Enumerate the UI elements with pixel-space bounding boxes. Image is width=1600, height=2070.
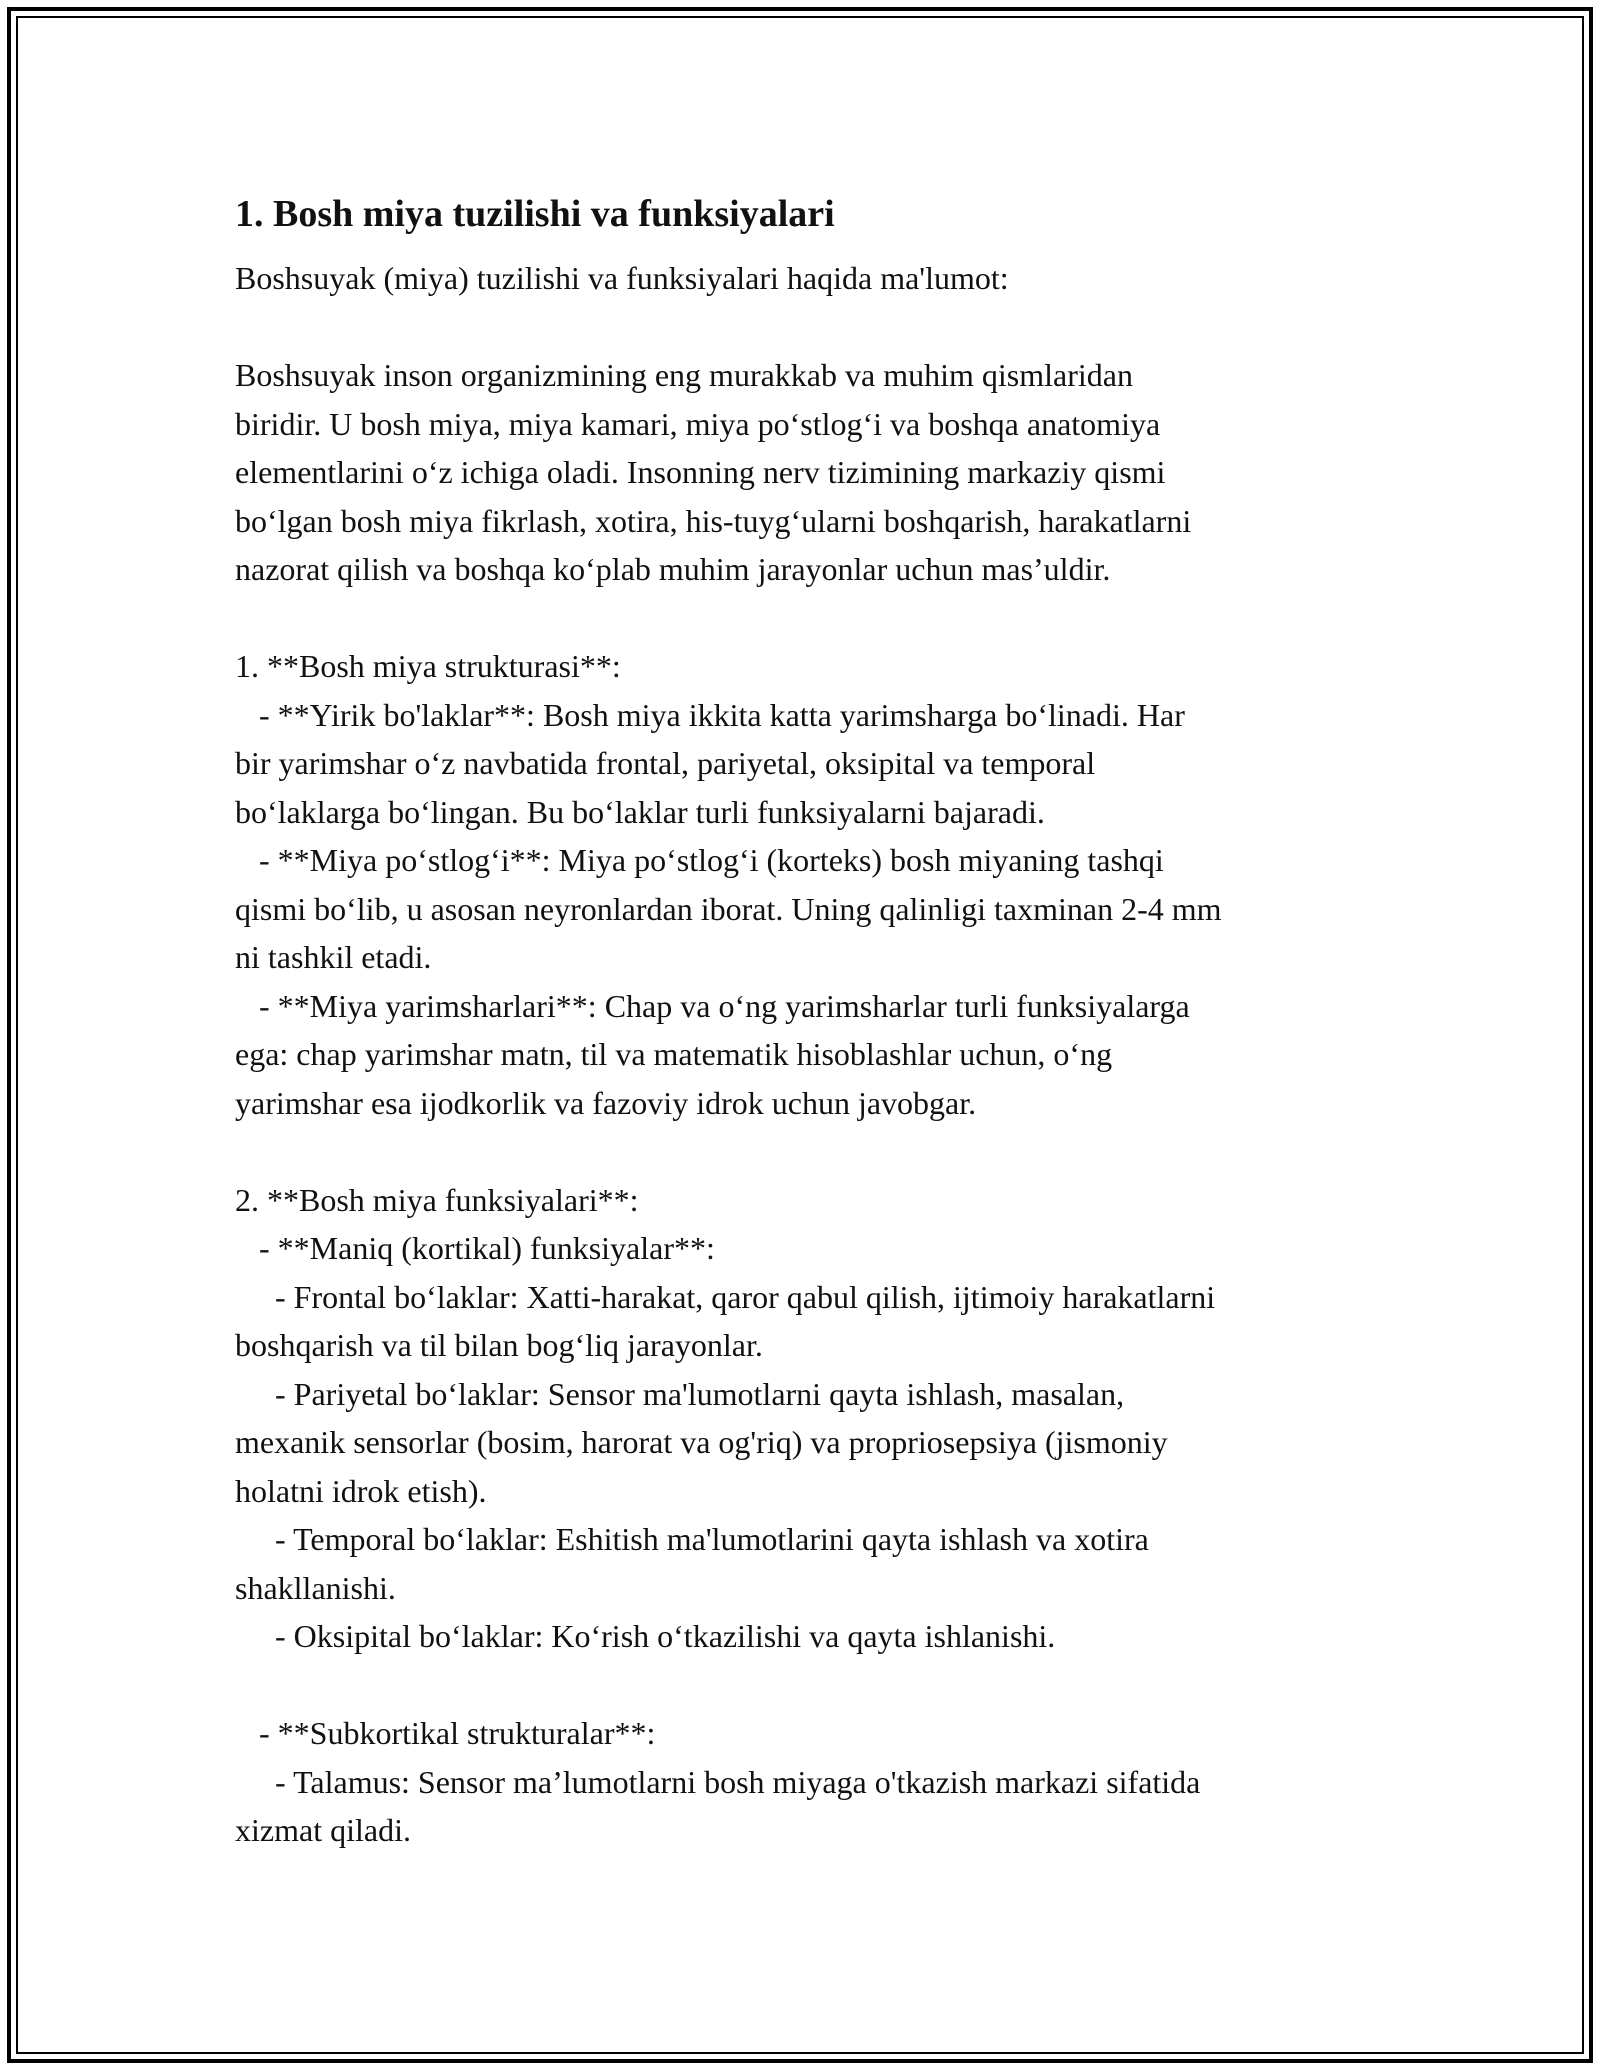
spacer bbox=[235, 1127, 1375, 1176]
spacer bbox=[235, 1661, 1375, 1710]
spacer bbox=[235, 303, 1375, 352]
section-brain-structure: 1. **Bosh miya strukturasi**: - **Yirik bo'laklar**: Bosh miya ikkita katta yarimsharga bo‘linadi. Har bir yarimshar o‘z navbatida frontal, pariyetal, oksipital va temporal bo‘laklarga bo‘lingan. Bu bo‘laklar turli funksiyalarni bajaradi. - **Miya po‘stlog‘i**: Miya po‘stlog‘i (korteks) bosh miyaning tashqi qismi bo‘lib, u asosan neyronlardan iborat. Uning qalinligi taxminan 2-4 mm ni tashkil etadi. - **Miya yarimsharlari**: Chap va o‘ng yarimsharlar turli funksiyalarga ega: chap yarimshar matn, til va matematik hisoblashlar uchun, o‘ng yarimshar esa ijodkorlik va fazoviy idrok uchun javobgar. bbox=[235, 648, 1222, 1121]
page-title: 1. Bosh miya tuzilishi va funksiyalari bbox=[235, 193, 835, 235]
section-brain-functions: 2. **Bosh miya funksiyalari**: - **Maniq (kortikal) funksiyalar**: - Frontal bo‘laklar: Xatti-harakat, qaror qabul qilish, ijtimoiy harakatlarni boshqarish va til bilan bog‘liq jarayonlar. - Pariyetal bo‘laklar: Sensor ma'lumotlarni qayta ishlash, masalan, mexanik sensorlar (bosim, harorat va og'riq) va propriosepsiya (jismoniy holatni idrok etish). - Temporal bo‘laklar: Eshitish ma'lumotlarini qayta ishlash va xotira shakllanishi. - Oksipital bo‘laklar: Ko‘rish o‘tkazilishi va qayta ishlanishi. bbox=[235, 1181, 1216, 1654]
document-body bbox=[235, 186, 1375, 1855]
intro-text: Boshsuyak (miya) tuzilishi va funksiyalari haqida ma'lumot: bbox=[235, 260, 1009, 296]
section-subcortical: - **Subkortikal strukturalar**: - Talamus: Sensor ma’lumotlarni bosh miyaga o'tkazish markazi sifatida xizmat qiladi. bbox=[235, 1715, 1201, 1848]
spacer bbox=[235, 594, 1375, 643]
paragraph-overview: Boshsuyak inson organizmining eng murakkab va muhim qismlaridan biridir. U bosh miya, miya kamari, miya po‘stlog‘i va boshqa anatomiya elementlarini o‘z ichiga oladi. Insonning nerv tizimining markaziy qismi bo‘lgan bosh miya fikrlash, xotira, his-tuyg‘ularni boshqarish, harakatlarni nazorat qilish va boshqa ko‘plab muhim jarayonlar uchun mas’uldir. bbox=[235, 357, 1192, 587]
